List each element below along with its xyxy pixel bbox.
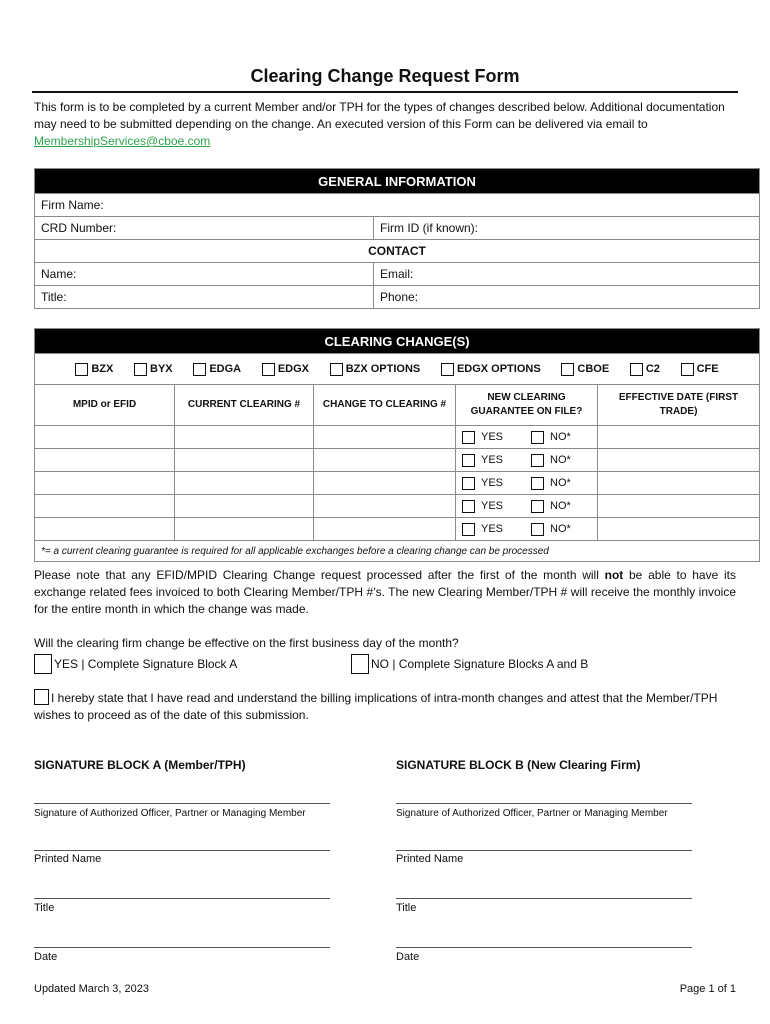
signature-block-a-header: SIGNATURE BLOCK A (Member/TPH) xyxy=(34,758,246,772)
exchange-checkbox-bzx-options[interactable]: BZX OPTIONS xyxy=(330,363,421,376)
effective-date-cell[interactable] xyxy=(598,449,760,472)
yes-checkbox[interactable] xyxy=(462,500,475,513)
printed-name-caption-a: Printed Name xyxy=(34,853,102,865)
page-title: Clearing Change Request Form xyxy=(250,66,520,86)
note-emphasis: not xyxy=(604,568,624,582)
mpid-cell[interactable] xyxy=(35,472,175,495)
signature-caption-b: Signature of Authorized Officer, Partner or Managing Member xyxy=(396,808,668,819)
table-row xyxy=(35,472,760,495)
option-no[interactable]: NO | Complete Signature Blocks A and B xyxy=(351,654,588,674)
contact-header: CONTACT xyxy=(35,240,760,263)
signature-caption-a: Signature of Authorized Officer, Partner or Managing Member xyxy=(34,808,306,819)
checkbox-icon xyxy=(34,654,52,674)
column-header-change-to-clearing: CHANGE TO CLEARING # xyxy=(314,385,456,426)
table-row xyxy=(35,495,760,518)
no-checkbox[interactable] xyxy=(531,431,544,444)
checkbox-icon xyxy=(193,363,206,376)
exchange-checkbox-cfe[interactable]: CFE xyxy=(681,363,719,376)
date-caption-b: Date xyxy=(396,951,420,963)
attestation-checkbox[interactable] xyxy=(34,689,49,705)
current-clearing-cell[interactable] xyxy=(175,518,314,541)
general-information-table xyxy=(34,168,760,309)
column-header-guarantee: NEW CLEARING GUARANTEE ON FILE? xyxy=(456,385,598,426)
exchange-checkbox-bzx[interactable]: BZX xyxy=(75,363,113,376)
change-to-clearing-cell[interactable] xyxy=(314,426,456,449)
general-information-header: GENERAL INFORMATION xyxy=(35,169,760,194)
change-to-clearing-cell[interactable] xyxy=(314,495,456,518)
updated-date: Updated March 3, 2023 xyxy=(34,983,149,995)
title-line-b[interactable] xyxy=(396,898,692,899)
title-caption-a: Title xyxy=(34,902,55,914)
billing-note: Please note that any EFID/MPID Clearing Change request processed after the first of the month will not be able to have its exchange related fees invoiced to both Clearing Member/TPH #’s. The new Clearing Member/TPH # will receive the monthly invoice for the entire month in which the change was made. xyxy=(34,568,737,616)
yes-checkbox[interactable] xyxy=(462,477,475,490)
exchange-checkbox-row xyxy=(35,354,760,385)
exchange-checkbox-c2[interactable]: C2 xyxy=(630,363,660,376)
intro-text: This form is to be completed by a current Member and/or TPH for the types of changes described below. Additional documentation may need to be submitted depending on the change. An executed version of this Form can be delivered via email to xyxy=(34,100,725,131)
checkbox-icon xyxy=(134,363,147,376)
effective-date-cell[interactable] xyxy=(598,426,760,449)
effective-question: Will the clearing firm change be effective on the first business day of the month? xyxy=(34,636,459,650)
no-checkbox[interactable] xyxy=(531,500,544,513)
guarantee-cell: YES NO* xyxy=(456,472,598,495)
checkbox-icon xyxy=(330,363,343,376)
checkbox-icon xyxy=(75,363,88,376)
date-caption-a: Date xyxy=(34,951,58,963)
signature-line-b[interactable] xyxy=(396,803,692,804)
exchange-checkbox-edgx[interactable]: EDGX xyxy=(262,363,309,376)
printed-name-line-a[interactable] xyxy=(34,850,330,851)
membership-email-link[interactable]: MembershipServices@cboe.com xyxy=(34,134,211,148)
guarantee-cell: YES NO* xyxy=(456,518,598,541)
title-line-a[interactable] xyxy=(34,898,330,899)
change-to-clearing-cell[interactable] xyxy=(314,518,456,541)
no-checkbox[interactable] xyxy=(531,454,544,467)
page-number: Page 1 of 1 xyxy=(679,983,736,995)
guarantee-cell: YES NO* xyxy=(456,426,598,449)
printed-name-caption-b: Printed Name xyxy=(396,853,464,865)
effective-date-cell[interactable] xyxy=(598,518,760,541)
exchange-checkbox-byx[interactable]: BYX xyxy=(134,363,173,376)
guarantee-cell: YES NO* xyxy=(456,449,598,472)
clearing-changes-table xyxy=(34,328,760,562)
crd-number-field[interactable]: CRD Number: xyxy=(35,217,374,240)
printed-name-line-b[interactable] xyxy=(396,850,692,851)
yes-checkbox[interactable] xyxy=(462,454,475,467)
contact-phone-field[interactable]: Phone: xyxy=(374,286,760,309)
mpid-cell[interactable] xyxy=(35,495,175,518)
contact-title-field[interactable]: Title: xyxy=(35,286,374,309)
firm-name-field[interactable]: Firm Name: xyxy=(35,194,760,217)
option-yes[interactable]: YES | Complete Signature Block A xyxy=(34,654,237,674)
checkbox-icon xyxy=(681,363,694,376)
table-row xyxy=(35,426,760,449)
mpid-cell[interactable] xyxy=(35,518,175,541)
signature-block-b-header: SIGNATURE BLOCK B (New Clearing Firm) xyxy=(396,758,641,772)
change-to-clearing-cell[interactable] xyxy=(314,472,456,495)
exchange-checkbox-edga[interactable]: EDGA xyxy=(193,363,241,376)
contact-email-field[interactable]: Email: xyxy=(374,263,760,286)
current-clearing-cell[interactable] xyxy=(175,449,314,472)
date-line-b[interactable] xyxy=(396,947,692,948)
exchange-checkbox-cboe[interactable]: CBOE xyxy=(561,363,609,376)
title-rule xyxy=(32,91,738,93)
column-header-mpid: MPID or EFID xyxy=(35,385,175,426)
effective-date-cell[interactable] xyxy=(598,495,760,518)
no-checkbox[interactable] xyxy=(531,477,544,490)
current-clearing-cell[interactable] xyxy=(175,426,314,449)
checkbox-icon xyxy=(561,363,574,376)
exchange-checkbox-edgx-options[interactable]: EDGX OPTIONS xyxy=(441,363,541,376)
effective-date-cell[interactable] xyxy=(598,472,760,495)
title-caption-b: Title xyxy=(396,902,417,914)
intro-paragraph xyxy=(34,99,734,150)
date-line-a[interactable] xyxy=(34,947,330,948)
mpid-cell[interactable] xyxy=(35,449,175,472)
checkbox-icon xyxy=(351,654,369,674)
guarantee-cell: YES NO* xyxy=(456,495,598,518)
attestation: I hereby state that I have read and understand the billing implications of intra-month changes and attest that the Member/TPH wishes to proceed as of the date of this submission. xyxy=(34,691,718,722)
no-checkbox[interactable] xyxy=(531,523,544,536)
clearing-changes-header: CLEARING CHANGE(S) xyxy=(35,329,760,354)
mpid-cell[interactable] xyxy=(35,426,175,449)
yes-checkbox[interactable] xyxy=(462,523,475,536)
checkbox-icon xyxy=(441,363,454,376)
column-header-effective-date: EFFECTIVE DATE (FIRST TRADE) xyxy=(598,385,760,426)
guarantee-footnote: *= a current clearing guarantee is required for all applicable exchanges before a clearing change can be processed xyxy=(35,541,760,562)
checkbox-icon xyxy=(262,363,275,376)
firm-id-field[interactable]: Firm ID (if known): xyxy=(374,217,760,240)
change-to-clearing-cell[interactable] xyxy=(314,449,456,472)
current-clearing-cell[interactable] xyxy=(175,495,314,518)
yes-checkbox[interactable] xyxy=(462,431,475,444)
current-clearing-cell[interactable] xyxy=(175,472,314,495)
column-header-current-clearing: CURRENT CLEARING # xyxy=(175,385,314,426)
table-row xyxy=(35,449,760,472)
contact-name-field[interactable]: Name: xyxy=(35,263,374,286)
checkbox-icon xyxy=(630,363,643,376)
table-row xyxy=(35,518,760,541)
signature-line-a[interactable] xyxy=(34,803,330,804)
